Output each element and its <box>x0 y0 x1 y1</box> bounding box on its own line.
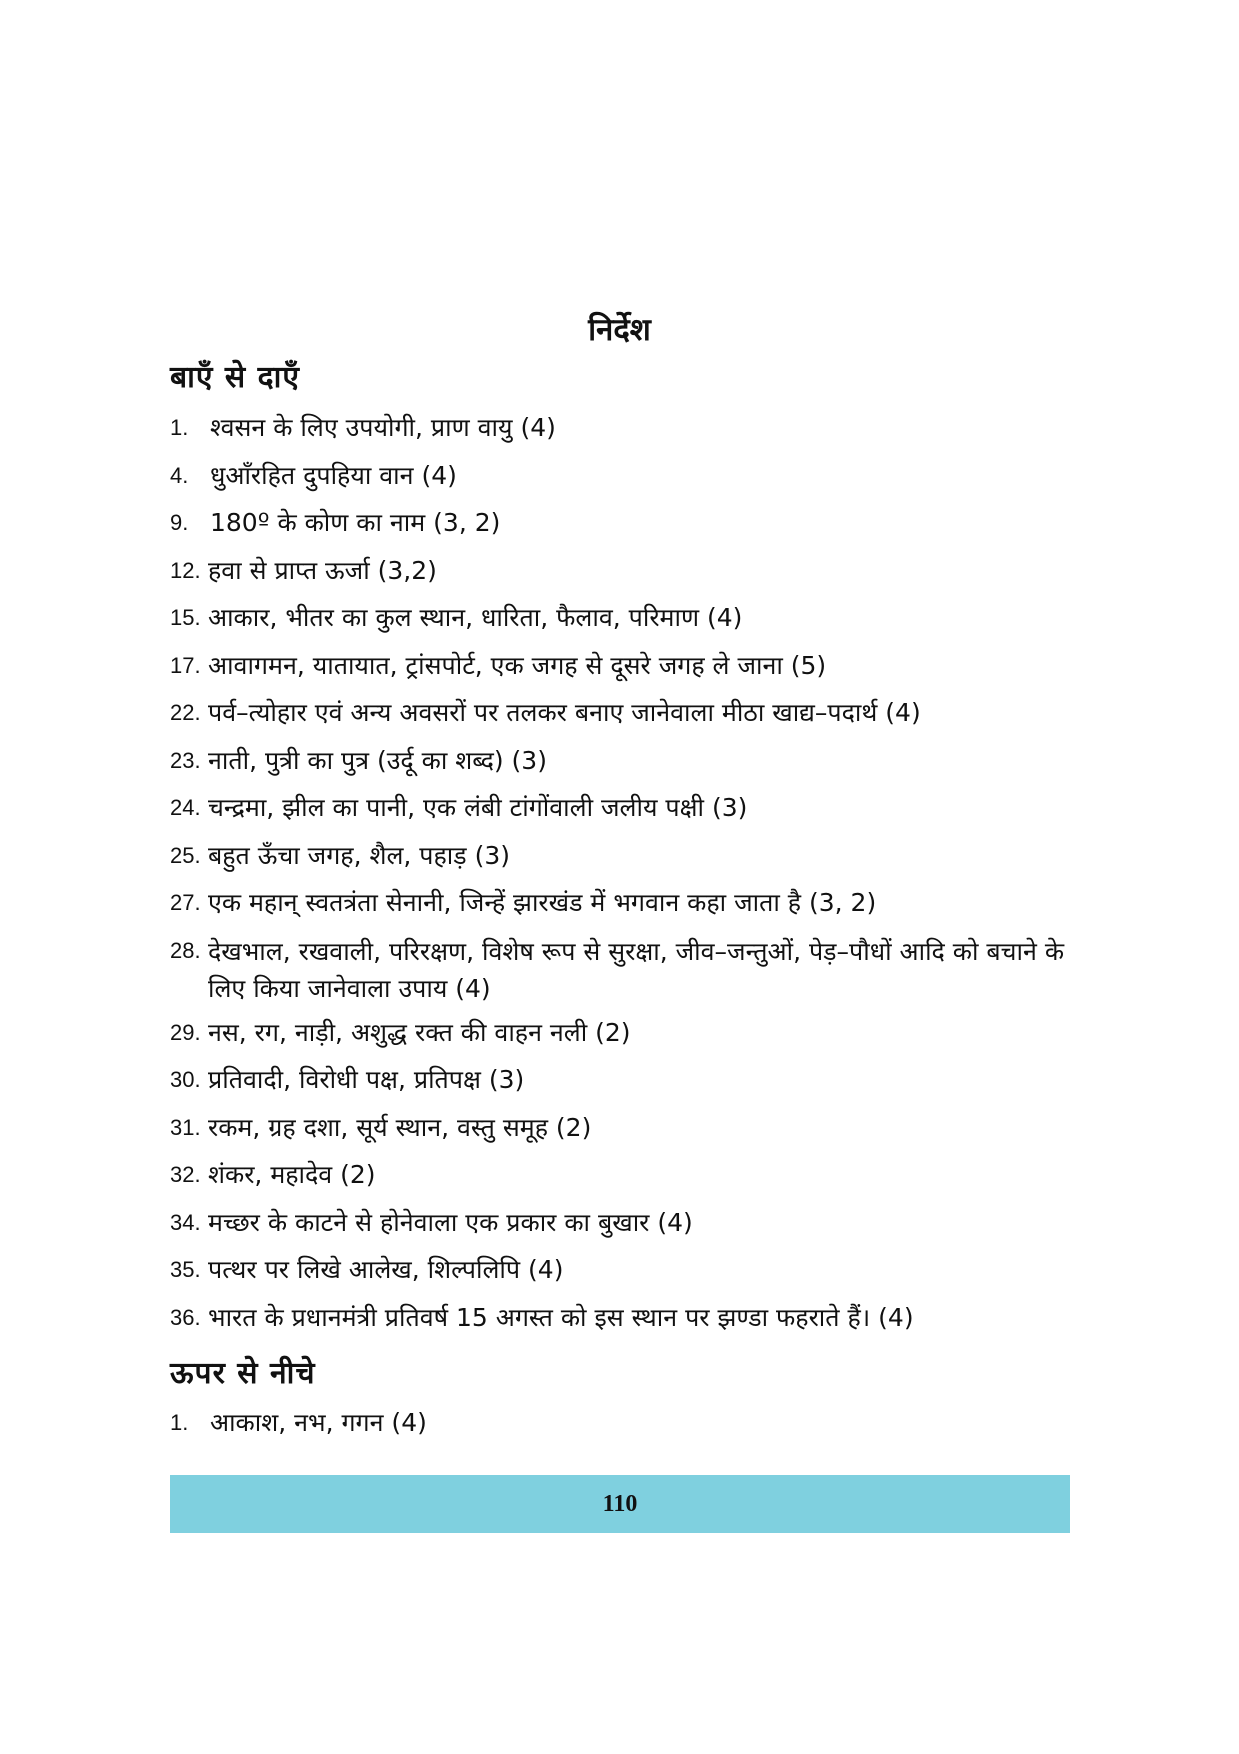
clue-number: 17. <box>170 652 201 678</box>
clue-number: 34. <box>170 1209 201 1235</box>
clue-text: हवा से प्राप्त ऊर्जा (3,2) <box>208 555 437 585</box>
clue-down-1 <box>170 1405 1075 1440</box>
clue-text: पत्थर पर लिखे आलेख, शिल्पलिपि (4) <box>208 1255 564 1284</box>
clue-text: धुआँरहित दुपहिया वान (4) <box>210 460 457 490</box>
clue-text: एक महान् स्वतत्रंता सेनानी, जिन्हें झारखंड में भगवान कहा जाता है (3, 2) <box>208 888 877 917</box>
clue-number: 4. <box>170 462 189 488</box>
clue-text: बहुत ऊँचा जगह, शैल, पहाड़ (3) <box>208 840 510 870</box>
clue-across-12 <box>170 553 1075 588</box>
clue-number: 9. <box>170 510 189 535</box>
clue-across-9 <box>170 505 1075 540</box>
clue-number: 1. <box>170 415 189 440</box>
clue-number: 25. <box>170 842 201 868</box>
clue-text: आकाश, नभ, गगन (4) <box>210 1408 427 1437</box>
clue-text: रकम, ग्रह दशा, सूर्य स्थान, वस्तु समूह (2) <box>208 1112 592 1142</box>
clue-across-30 <box>170 1062 1075 1097</box>
clue-across-24 <box>170 790 1075 825</box>
page-footer-bar <box>170 1475 1070 1533</box>
clue-across-31 <box>170 1110 1075 1145</box>
clue-number: 32. <box>170 1162 201 1187</box>
clue-text: देखभाल, रखवाली, परिरक्षण, विशेष रूप से सुरक्षा, जीव–जन्तुओं, पेड़–पौधों आदि को बचाने के लिए किया जानेवाला उपाय (4) <box>208 936 1065 1003</box>
clue-number: 29. <box>170 1019 201 1045</box>
clue-across-29 <box>170 1015 1075 1050</box>
section-heading-across: बाएँ से दाएँ <box>170 360 300 395</box>
clue-text: पर्व–त्योहार एवं अन्य अवसरों पर तलकर बनाए जानेवाला मीठा खाद्य–पदार्थ (4) <box>208 698 921 727</box>
clue-number: 36. <box>170 1304 201 1330</box>
clue-across-4 <box>170 458 1075 493</box>
clue-text: शंकर, महादेव (2) <box>208 1160 376 1189</box>
clue-number: 22. <box>170 700 201 725</box>
clue-across-15 <box>170 600 1075 635</box>
clue-number: 31. <box>170 1114 201 1140</box>
clue-across-32 <box>170 1157 1075 1192</box>
clue-text: आकार, भीतर का कुल स्थान, धारिता, फैलाव, परिमाण (4) <box>208 603 743 632</box>
clue-number: 30. <box>170 1067 201 1092</box>
clue-text: मच्छर के काटने से होनेवाला एक प्रकार का बुखार (4) <box>208 1207 693 1237</box>
clue-number: 35. <box>170 1257 201 1282</box>
clue-text: नस, रग, नाड़ी, अशुद्ध रक्त की वाहन नली (2) <box>208 1017 631 1047</box>
clue-across-35 <box>170 1252 1075 1287</box>
clue-across-34 <box>170 1205 1075 1240</box>
clue-number: 24. <box>170 795 201 820</box>
clue-across-28 <box>170 933 1075 1007</box>
clue-across-1 <box>170 410 1075 445</box>
clue-text: श्वसन के लिए उपयोगी, प्राण वायु (4) <box>210 413 556 442</box>
clue-text: भारत के प्रधानमंत्री प्रतिवर्ष 15 अगस्त को इस स्थान पर झण्डा फहराते हैं। (4) <box>208 1302 914 1332</box>
clue-across-23 <box>170 743 1075 778</box>
clue-number: 23. <box>170 747 201 773</box>
down-clue-list <box>170 1405 1075 1453</box>
clue-number: 15. <box>170 605 201 630</box>
clue-text: आवागमन, यातायात, ट्रांसपोर्ट, एक जगह से दूसरे जगह ले जाना (5) <box>208 650 827 680</box>
clue-number: 12. <box>170 557 201 583</box>
clue-across-27 <box>170 885 1075 920</box>
across-clue-list <box>170 410 1075 1347</box>
clue-text: नाती, पुत्री का पुत्र (उर्दू का शब्द) (3) <box>208 745 547 775</box>
clue-text: प्रतिवादी, विरोधी पक्ष, प्रतिपक्ष (3) <box>208 1065 525 1094</box>
clue-across-17 <box>170 648 1075 683</box>
clue-across-36 <box>170 1300 1075 1335</box>
clue-text: चन्द्रमा, झील का पानी, एक लंबी टांगोंवाली जलीय पक्षी (3) <box>208 793 748 822</box>
clue-across-25 <box>170 838 1075 873</box>
section-heading-down: ऊपर से नीचे <box>170 1356 316 1391</box>
page-number: 110 <box>602 1491 638 1517</box>
clue-text: 180º के कोण का नाम (3, 2) <box>210 508 501 537</box>
clue-across-22 <box>170 695 1075 730</box>
page-title: निर्देश <box>588 312 651 348</box>
clue-number: 27. <box>170 890 201 915</box>
clue-number: 28. <box>170 937 201 963</box>
clue-number: 1. <box>170 1410 189 1435</box>
